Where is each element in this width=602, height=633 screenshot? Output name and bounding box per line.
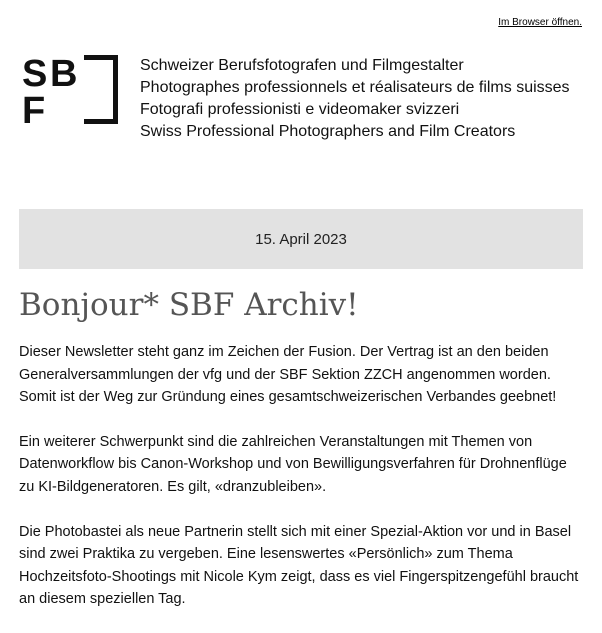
name-french: Photographes professionnels et réalisateurs de films suisses (140, 79, 570, 96)
paragraph: Die Photobastei als neue Partnerin stellt sich mit einer Spezial-Aktion vor und in Basel sind zwei Praktika zu vergeben. Eine lesenswertes «Persönlich» zum Thema Hochzeitsfoto-Shootings mit Nicole Kym zeigt, dass es viel Fingerspitzengefühl braucht an diesem speziellen Tag. (19, 523, 579, 608)
greeting-heading: Bonjour* SBF Archiv! (19, 287, 359, 323)
date-bar (19, 209, 583, 269)
paragraph: Dieser Newsletter steht ganz im Zeichen der Fusion. Der Vertrag ist an den beiden Generalversammlungen der vfg und der SBF Sektion ZZCH angenommen worden. Somit ist der Weg zur Gründung eines gesamtschweizerischen Verbandes geebnet! (19, 344, 557, 406)
sbf-logo (22, 55, 120, 131)
paragraph: Ein weiterer Schwerpunkt sind die zahlreichen Veranstaltungen mit Themen von Datenworkflow bis Canon-Workshop und von Bewilligungsverfahren für Drohnenflüge zu KI-Bildgeneratoren. Es gilt, «dranzubleiben». (19, 433, 567, 495)
logo-letter-s: S (22, 53, 48, 95)
logo-frame (84, 55, 118, 124)
open-in-browser-link[interactable]: Im Browser öffnen. (498, 17, 582, 28)
newsletter-date: 15. April 2023 (255, 230, 347, 248)
header (22, 53, 592, 140)
logo-letter-b: B (50, 53, 78, 95)
name-english: Swiss Professional Photographers and Film Creators (140, 123, 516, 140)
association-names (140, 55, 590, 143)
name-german: Schweizer Berufsfotografen und Filmgestalter (140, 57, 464, 74)
logo-letter-f: F (22, 90, 46, 132)
name-italian: Fotografi professionisti e videomaker svizzeri (140, 101, 460, 118)
newsletter-body (19, 341, 585, 633)
